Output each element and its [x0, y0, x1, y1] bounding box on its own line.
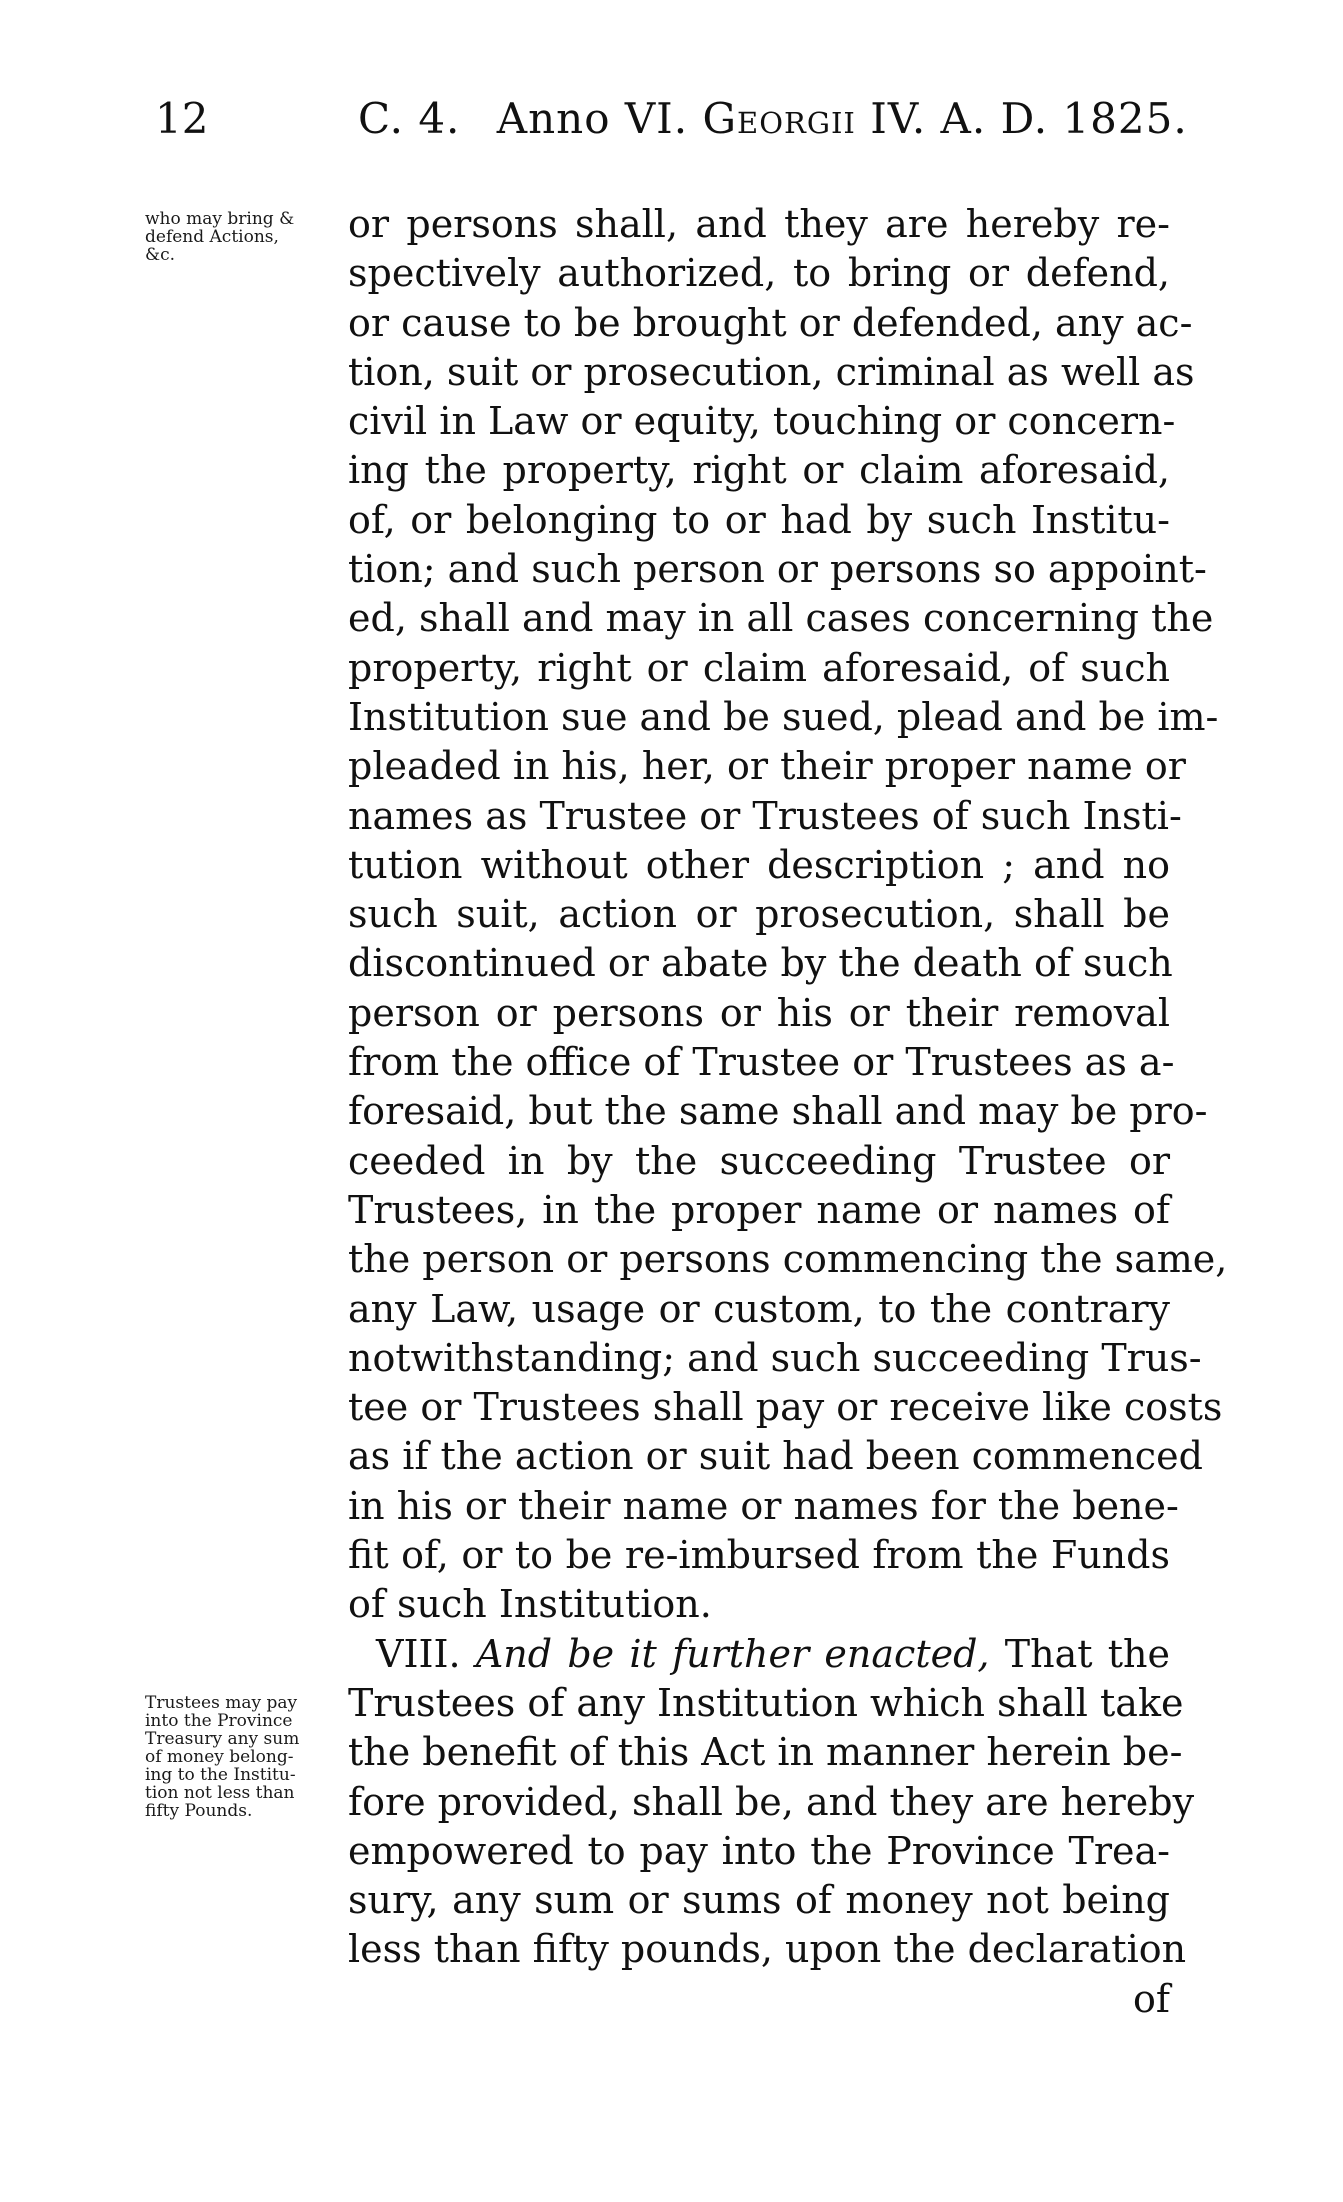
text-line: Institution sue and be sued, plead and be im-: [348, 694, 1219, 739]
enacting-clause: And be it further enacted,: [475, 1631, 990, 1676]
text-line: tution without other description ; and no: [348, 842, 1170, 887]
margin-note-treasury: [145, 1694, 343, 1820]
regnal-suffix: IV. A. D. 1825.: [870, 94, 1188, 143]
chapter-number: C. 4.: [358, 94, 461, 143]
text-line: ceeded in by the succeeding Trustee or: [348, 1138, 1170, 1183]
margin-note-line: &c.: [145, 245, 176, 265]
text-line: the person or persons commencing the same,: [348, 1237, 1228, 1282]
text-line: tee or Trustees shall pay or receive like costs: [348, 1385, 1223, 1430]
text-line: from the office of Trustee or Trustees as a-: [348, 1040, 1175, 1085]
text-line: as if the action or suit had been commenced: [348, 1434, 1203, 1479]
text-line: foresaid, but the same shall and may be pro-: [348, 1089, 1208, 1134]
text-line: less than fifty pounds, upon the declaration: [348, 1927, 1187, 1972]
margin-note-line: who may bring &: [145, 209, 295, 229]
text-line: ing the property, right or claim aforesaid,: [348, 448, 1170, 493]
text-line: tion; and such person or persons so appoint-: [348, 547, 1207, 592]
text-line: or cause to be brought or defended, any ac-: [348, 300, 1193, 345]
margin-note-line: ing to the Institu-: [145, 1765, 296, 1785]
text-line: civil in Law or equity, touching or concern-: [348, 399, 1176, 444]
text-line: of, or belonging to or had by such Institu-: [348, 497, 1170, 542]
margin-note-line: defend Actions,: [145, 227, 279, 247]
text-line: Trustees, in the proper name or names of: [348, 1187, 1170, 1232]
text-line: fit of, or to be re-imbursed from the Funds: [348, 1533, 1170, 1578]
text-line: sury, any sum or sums of money not being: [348, 1878, 1170, 1923]
body-text: [348, 200, 1228, 2024]
text-line: property, right or claim aforesaid, of such: [348, 645, 1170, 690]
text-line: names as Trustee or Trustees of such Insti-: [348, 793, 1182, 838]
text-line: discontinued or abate by the death of such: [348, 941, 1173, 986]
text-line: fore provided, shall be, and they are hereby: [348, 1779, 1195, 1824]
text-line: such suit, action or prosecution, shall be: [348, 892, 1170, 937]
text-line: person or persons or his or their removal: [348, 990, 1170, 1035]
section-viii-heading-line: [348, 1630, 1170, 1679]
text-line: ed, shall and may in all cases concerning the: [348, 596, 1214, 641]
text-line: the benefit of this Act in manner herein be-: [348, 1730, 1183, 1775]
margin-note-line: fifty Pounds.: [145, 1801, 253, 1821]
text-line: in his or their name or names for the bene-: [348, 1483, 1179, 1528]
section-first-line-rest: That the: [1004, 1631, 1170, 1676]
text-line: empowered to pay into the Province Trea-: [348, 1828, 1170, 1873]
margin-note-line: of money belong-: [145, 1747, 294, 1767]
text-line: of such Institution.: [348, 1582, 712, 1627]
catchword: of: [1133, 1976, 1170, 2021]
running-head: [358, 94, 1188, 143]
margin-note-line: Trustees may pay: [145, 1693, 298, 1713]
section-numeral: VIII.: [376, 1631, 461, 1676]
margin-note-line: Treasury any sum: [145, 1729, 300, 1749]
margin-note-actions: [145, 210, 343, 264]
regnal-prefix: Anno VI.: [496, 94, 689, 143]
text-line: spectively authorized, to bring or defend,: [348, 251, 1170, 296]
text-line: Trustees of any Institution which shall take: [348, 1680, 1184, 1725]
text-line: any Law, usage or custom, to the contrary: [348, 1286, 1170, 1331]
text-line: pleaded in his, her, or their proper name or: [348, 744, 1186, 789]
text-line: notwithstanding; and such succeeding Trus-: [348, 1335, 1202, 1380]
margin-note-line: tion not less than: [145, 1783, 295, 1803]
monarch-name: Georgii: [702, 94, 856, 143]
page-number: 12: [155, 94, 209, 143]
text-line: or persons shall, and they are hereby re-: [348, 202, 1170, 246]
text-line: tion, suit or prosecution, criminal as well as: [348, 349, 1195, 394]
margin-note-line: into the Province: [145, 1711, 293, 1731]
